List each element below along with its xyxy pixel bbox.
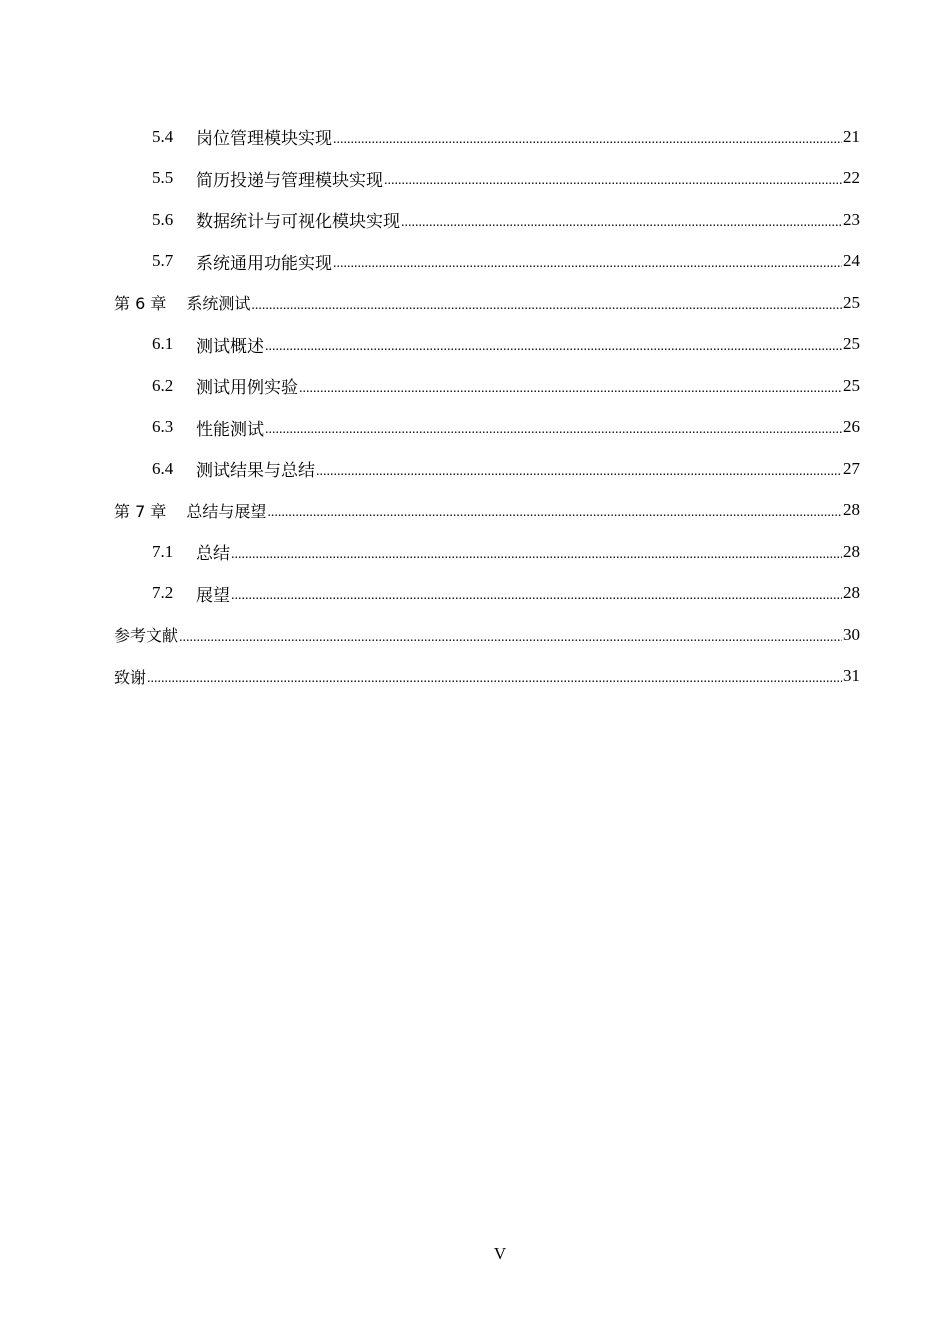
toc-dot-leader [316,465,842,490]
toc-dot-leader [179,631,842,656]
toc-section-title: 测试结果与总结 [196,461,315,481]
toc-page-number: 21 [843,126,860,146]
toc-section-title: 数据统计与可视化模块实现 [196,212,400,232]
toc-entry-5-7[interactable] [114,241,860,283]
toc-entry-5-4[interactable] [114,116,860,158]
toc-chapter-title: 系统测试 [186,294,251,314]
toc-page-number: 22 [843,168,860,188]
toc-section-title: 系统通用功能实现 [196,253,332,273]
toc-dot-leader [333,133,842,158]
toc-entry-5-5[interactable] [114,158,860,200]
toc-section-number: 6.4 [152,458,174,478]
toc-page-number: 25 [843,292,860,312]
toc-entry-chapter-7[interactable] [114,490,860,532]
toc-chapter-title: 总结与展望 [186,501,267,521]
toc-chapter-number: 第 7 章 [114,501,167,521]
toc-section-title: 测试概述 [196,336,264,356]
toc-dot-leader [147,672,842,697]
toc-entry-6-2[interactable] [114,365,860,407]
toc-page-number: 25 [843,334,860,354]
toc-section-title: 展望 [196,585,230,605]
toc-section-title: 岗位管理模块实现 [196,129,332,149]
toc-dot-leader [265,340,842,365]
toc-section-number: 5.7 [152,251,174,271]
toc-dot-leader [267,506,842,531]
toc-dot-leader [231,548,842,573]
toc-section-number: 6.2 [152,375,174,395]
toc-entry-acknowledgements[interactable] [114,656,860,698]
toc-section-title: 总结 [196,544,230,564]
toc-page-number: 27 [843,458,860,478]
toc-entry-6-1[interactable] [114,324,860,366]
toc-page-number: 24 [843,251,860,271]
table-of-contents [114,116,860,697]
toc-page-number: 30 [843,624,860,644]
toc-entry-6-3[interactable] [114,407,860,449]
toc-chapter-title: 致谢 [114,667,147,687]
toc-entry-references[interactable] [114,614,860,656]
toc-dot-leader [265,423,842,448]
toc-section-number: 7.1 [152,541,174,561]
toc-page-number: 26 [843,417,860,437]
toc-page-number: 25 [843,375,860,395]
toc-entry-chapter-6[interactable] [114,282,860,324]
toc-dot-leader [231,589,842,614]
toc-section-title: 性能测试 [196,419,264,439]
toc-entry-6-4[interactable] [114,448,860,490]
toc-dot-leader [299,382,842,407]
toc-chapter-title: 参考文献 [114,626,179,646]
toc-entry-5-6[interactable] [114,199,860,241]
toc-page-number: 31 [843,666,860,686]
toc-page-number: 28 [843,500,860,520]
toc-page-number: 28 [843,541,860,561]
toc-page-number: 28 [843,583,860,603]
toc-dot-leader [401,216,842,241]
page-footer-number: V [493,1244,507,1263]
toc-dot-leader [333,257,842,282]
toc-section-number: 6.1 [152,334,174,354]
toc-entry-7-1[interactable] [114,531,860,573]
toc-entry-7-2[interactable] [114,573,860,615]
toc-section-title: 简历投递与管理模块实现 [196,170,383,190]
toc-section-number: 5.5 [152,168,174,188]
toc-dot-leader [384,174,842,199]
toc-page-number: 23 [843,209,860,229]
toc-dot-leader [251,299,842,324]
toc-section-number: 5.6 [152,209,174,229]
toc-chapter-number: 第 6 章 [114,294,167,314]
toc-section-number: 5.4 [152,126,174,146]
toc-section-number: 6.3 [152,417,174,437]
toc-section-title: 测试用例实验 [196,378,298,398]
toc-section-number: 7.2 [152,583,174,603]
